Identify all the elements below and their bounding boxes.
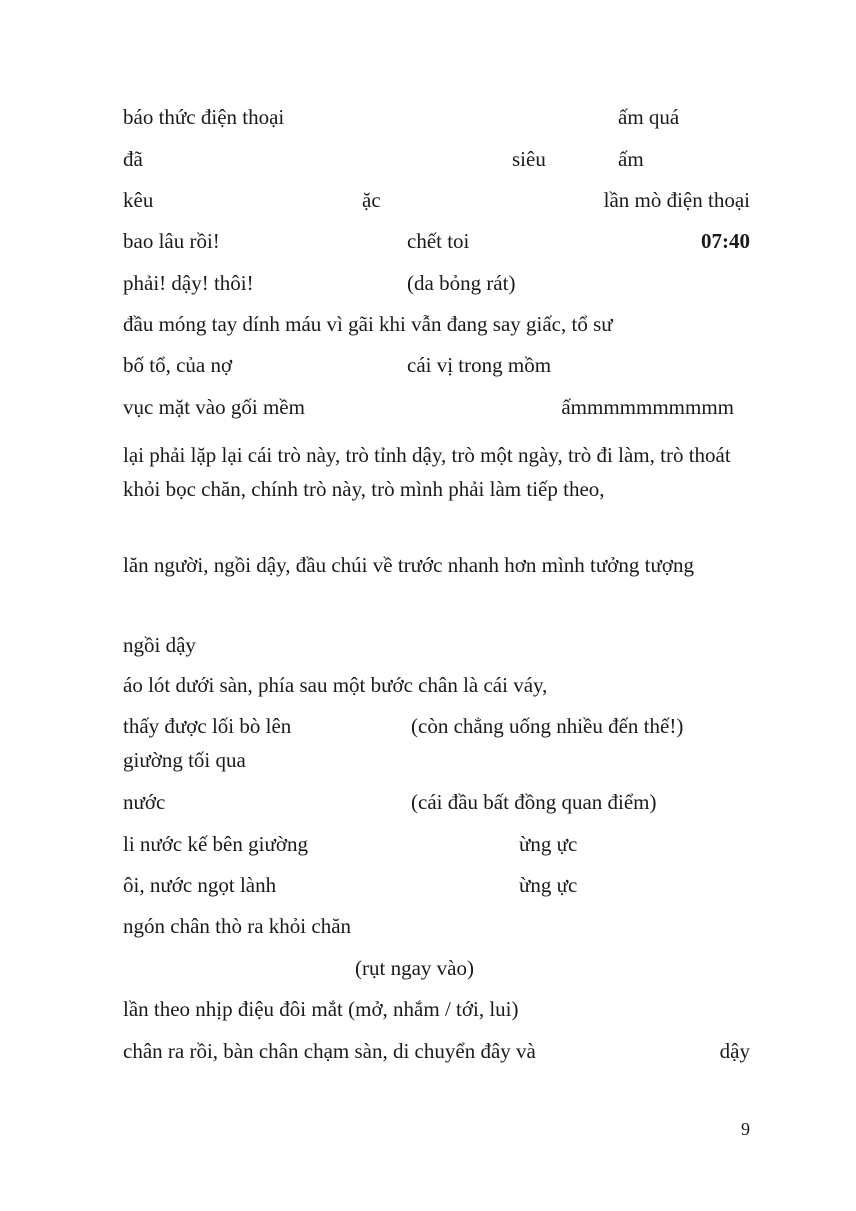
text-bao-lau-roi: bao lâu rồi! — [123, 229, 220, 253]
text-ung-uc-2: ừng ực — [519, 873, 578, 897]
text-dau-mong-tay: đầu móng tay dính máu vì gãi khi vẫn đang say giấc, tổ sư — [123, 312, 613, 336]
page-number: 9 — [741, 1119, 750, 1139]
text-da: đã — [123, 147, 143, 171]
text-ung-uc-1: ừng ực — [519, 832, 578, 856]
text-oi-nuoc-ngot: ôi, nước ngọt lành — [123, 873, 277, 897]
text-thay-duoc-loi: thấy được lối bò lên — [123, 714, 292, 738]
text-vuc-mat: vục mặt vào gối mềm — [123, 395, 305, 419]
text-bao-thuc: báo thức điện thoại — [123, 105, 285, 129]
text-sieu: siêu — [512, 147, 546, 171]
text-am: ấm — [618, 147, 644, 171]
text-keu: kêu — [123, 188, 154, 212]
text-rut-ngay-vao: (rụt ngay vào) — [355, 956, 474, 980]
text-ao-lot: áo lót dưới sàn, phía sau một bước chân là cái váy, — [123, 673, 548, 697]
text-phai-day-thoi: phải! dậy! thôi! — [123, 271, 254, 295]
text-cai-vi: cái vị trong mồm — [407, 353, 552, 377]
text-ngoi-day: ngồi dậy — [123, 633, 196, 657]
text-ac: ặc — [362, 188, 381, 212]
text-giuong-toi-qua: giường tối qua — [123, 748, 246, 772]
text-cai-dau-bat-dong: (cái đầu bất đồng quan điểm) — [411, 790, 657, 814]
text-ngon-chan: ngón chân thò ra khỏi chăn — [123, 914, 352, 938]
text-da-bong-rat: (da bỏng rát) — [407, 271, 516, 295]
text-li-nuoc: li nước kế bên giường — [123, 832, 308, 856]
paragraph-lan-nguoi: lăn người, ngồi dậy, đầu chúi về trước nhanh hơn mình tưởng tượng — [123, 553, 694, 577]
paragraph-lai-phai: lại phải lặp lại cái trò này, trò tỉnh dậy, trò một ngày, trò đi làm, trò thoát khỏi bọc chăn, chính trò này, trò mình phải làm tiếp theo, — [123, 443, 731, 501]
text-bo-to: bố tổ, của nợ — [123, 353, 233, 377]
text-day-final: dậy — [719, 1039, 750, 1063]
text-nuoc: nước — [123, 790, 166, 814]
text-lan-mo-dien-thoai: lần mò điện thoại — [603, 188, 750, 212]
text-chet-toi: chết toi — [407, 229, 470, 253]
text-ammmm: ấmmmmmmmmmm — [561, 395, 734, 419]
text-chan-ra-roi: chân ra rồi, bàn chân chạm sàn, di chuyển đây và — [123, 1039, 536, 1063]
clock-time: 07:40 — [701, 229, 750, 253]
text-am-qua: ấm quá — [618, 105, 680, 129]
text-con-chang-uong: (còn chẳng uống nhiều đến thế!) — [411, 714, 684, 738]
text-lan-theo-nhip: lần theo nhịp điệu đôi mắt (mở, nhắm / tới, lui) — [123, 997, 519, 1021]
